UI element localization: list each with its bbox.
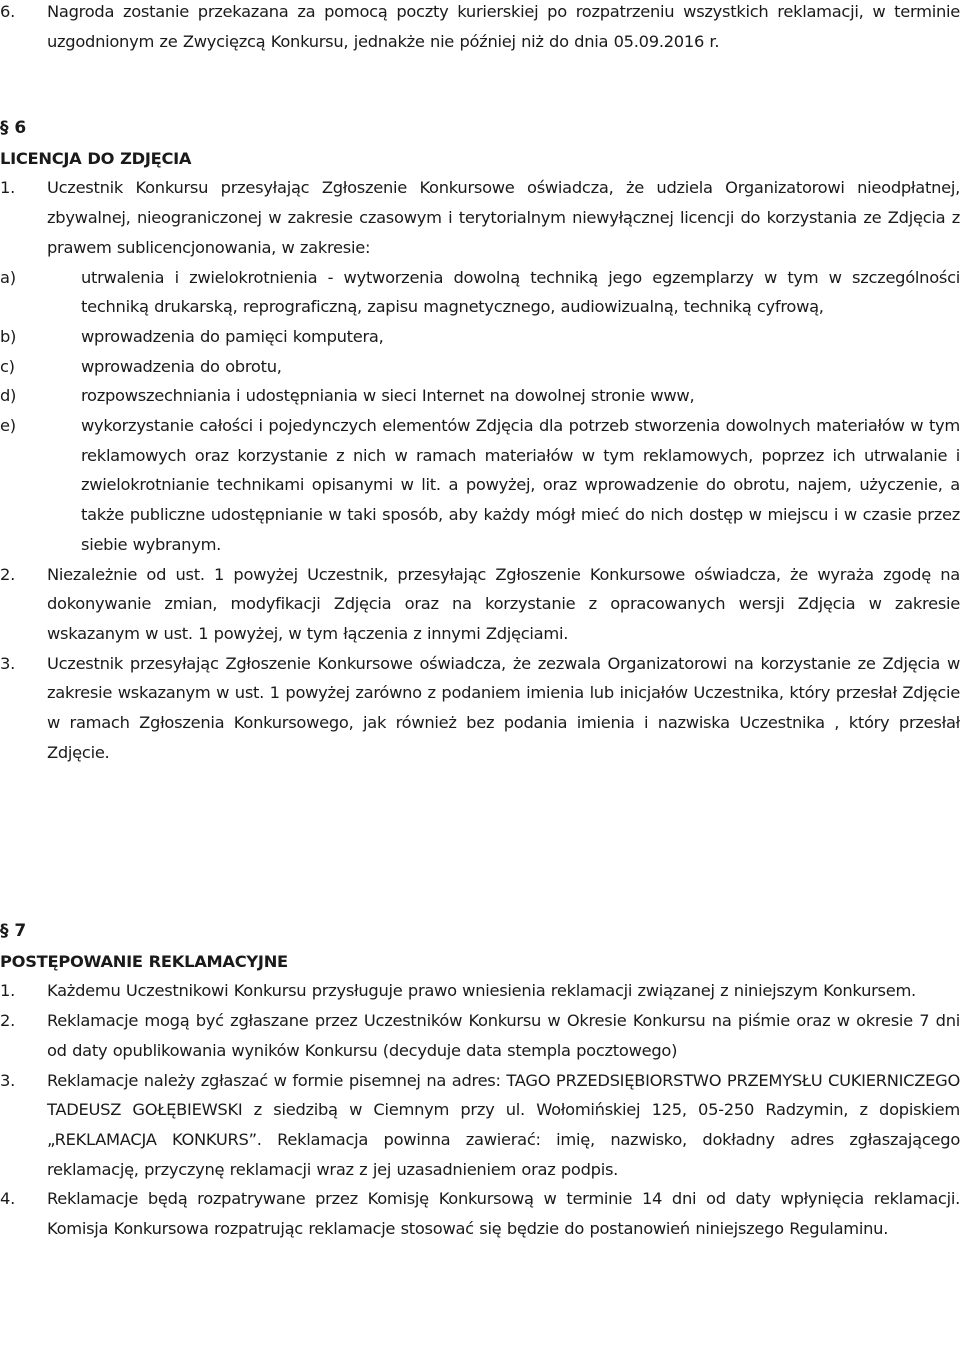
- sub-item-letter: e): [0, 416, 16, 436]
- sub-item: [0, 381, 960, 411]
- sub-item-text: wprowadzenia do obrotu,: [81, 356, 282, 376]
- item-number: 2.: [0, 1011, 15, 1031]
- list-item: [0, 1184, 960, 1243]
- item-text: Uczestnik przesyłając Zgłoszenie Konkursowe oświadcza, że zezwala Organizatorowi na korzystanie ze Zdjęcia w zakresie wskazanym w ust. 1 powyżej zarówno z podaniem imienia lub inicjałów Uczestnika, który przesłał Zdjęcie w ramach Zgłoszenia Konkursowego, jak również bez podania imienia i nazwiska Uczestnika , który przesłał Zdjęcie.: [47, 653, 960, 762]
- list-item: [0, 1006, 960, 1065]
- list-item: [0, 649, 960, 768]
- sub-item-text: wprowadzenia do pamięci komputera,: [81, 326, 384, 346]
- item-text: Każdemu Uczestnikowi Konkursu przysługuje prawo wniesienia reklamacji związanej z niniejszym Konkursem.: [47, 981, 916, 1001]
- sub-item-letter: c): [0, 356, 15, 376]
- item-text: Reklamacje będą rozpatrywane przez Komisję Konkursową w terminie 14 dni od daty wpłynięcia reklamacji. Komisja Konkursowa rozpatrując reklamacje stosować się będzie do postanowień niniejszego Regulaminu.: [47, 1189, 960, 1239]
- item-number: 3.: [0, 1070, 15, 1090]
- list-item: [0, 1066, 960, 1185]
- item-number: 3.: [0, 653, 15, 673]
- section-7: [0, 917, 960, 1244]
- sub-item-text: rozpowszechniania i udostępniania w sieci Internet na dowolnej stronie www,: [81, 386, 695, 406]
- list-item: [0, 0, 960, 56]
- sub-item: [0, 263, 960, 322]
- list-item: [0, 173, 960, 262]
- sub-item: [0, 322, 960, 352]
- item-text: Nagroda zostanie przekazana za pomocą poczty kurierskiej po rozpatrzeniu wszystkich reklamacji, w terminie uzgodnionym ze Zwycięzcą Konkursu, jednakże nie później niż do dnia 05.09.2016 r.: [47, 2, 960, 51]
- item-number: 2.: [0, 564, 15, 584]
- section-title: LICENCJA DO ZDJĘCIA: [0, 148, 192, 168]
- item-text: Reklamacje należy zgłaszać w formie pisemnej na adres: TAGO PRZEDSIĘBIORSTWO PRZEMYSŁU CUKIERNICZEGO TADEUSZ GOŁĘBIEWSKI z siedzibą w Ciemnym przy ul. Wołomińskiej 125, 05-250 Radzymin, z dopiskiem „REKLAMACJA KONKURS”. Reklamacja powinna zawierać: imię, nazwisko, dokładny adres zgłaszającego reklamację, przyczynę reklamacji wraz z jej uzasadnieniem oraz podpis.: [47, 1070, 960, 1179]
- sub-item-text: wykorzystanie całości i pojedynczych elementów Zdjęcia dla potrzeb stworzenia dowolnych materiałów w tym reklamowych oraz korzystanie z nich w ramach materiałów w tym reklamowych, poprzez ich utrwalanie i zwielokrotnianie technikami opisanymi w lit. a powyżej, oraz wprowadzenie do obrotu, najem, użyczenie, a także publiczne udostępnianie w taki sposób, aby każdy mógł mieć do nich dostęp w miejscu i w czasie przez siebie wybranym.: [81, 416, 960, 554]
- list-item: [0, 976, 960, 1006]
- item-number: 1.: [0, 981, 15, 1001]
- list-item: [0, 560, 960, 649]
- sub-item-letter: a): [0, 267, 16, 287]
- item-text: Reklamacje mogą być zgłaszane przez Uczestników Konkursu w Okresie Konkursu na piśmie oraz w okresie 7 dni od daty opublikowania wyników Konkursu (decyduje data stempla pocztowego): [47, 1011, 960, 1060]
- sub-item-letter: d): [0, 386, 17, 406]
- sub-item: [0, 411, 960, 560]
- item-text: Niezależnie od ust. 1 powyżej Uczestnik, przesyłając Zgłoszenie Konkursowe oświadcza, że wyraża zgodę na dokonywanie zmian, modyfikacji Zdjęcia oraz na korzystanie z opracowanych wersji Zdjęcia w zakresie wskazanym w ust. 1 powyżej, w tym łączenia z innymi Zdjęciami.: [47, 564, 960, 643]
- top-block: [0, 0, 960, 56]
- sub-item-letter: b): [0, 326, 17, 346]
- item-text: Uczestnik Konkursu przesyłając Zgłoszenie Konkursowe oświadcza, że udziela Organizatorowi nieodpłatnej, zbywalnej, nieograniczonej w zakresie czasowym i terytorialnym niewyłącznej licencji do korzystania ze Zdjęcia z prawem sublicencjonowania, w zakresie:: [47, 178, 960, 257]
- item-number: 1.: [0, 178, 15, 198]
- item-number: 4.: [0, 1189, 15, 1209]
- sub-item: [0, 352, 960, 382]
- section-title: POSTĘPOWANIE REKLAMACYJNE: [0, 951, 288, 971]
- section-sign: § 6: [0, 118, 26, 138]
- section-sign: § 7: [0, 921, 26, 941]
- section-6: [0, 114, 960, 767]
- sub-item-text: utrwalenia i zwielokrotnienia - wytworzenia dowolną techniką jego egzemplarzy w tym w szczególności techniką drukarską, reprograficzną, zapisu magnetycznego, audiowizualną, techniką cyfrową,: [81, 267, 960, 317]
- item-number: 6.: [0, 2, 15, 21]
